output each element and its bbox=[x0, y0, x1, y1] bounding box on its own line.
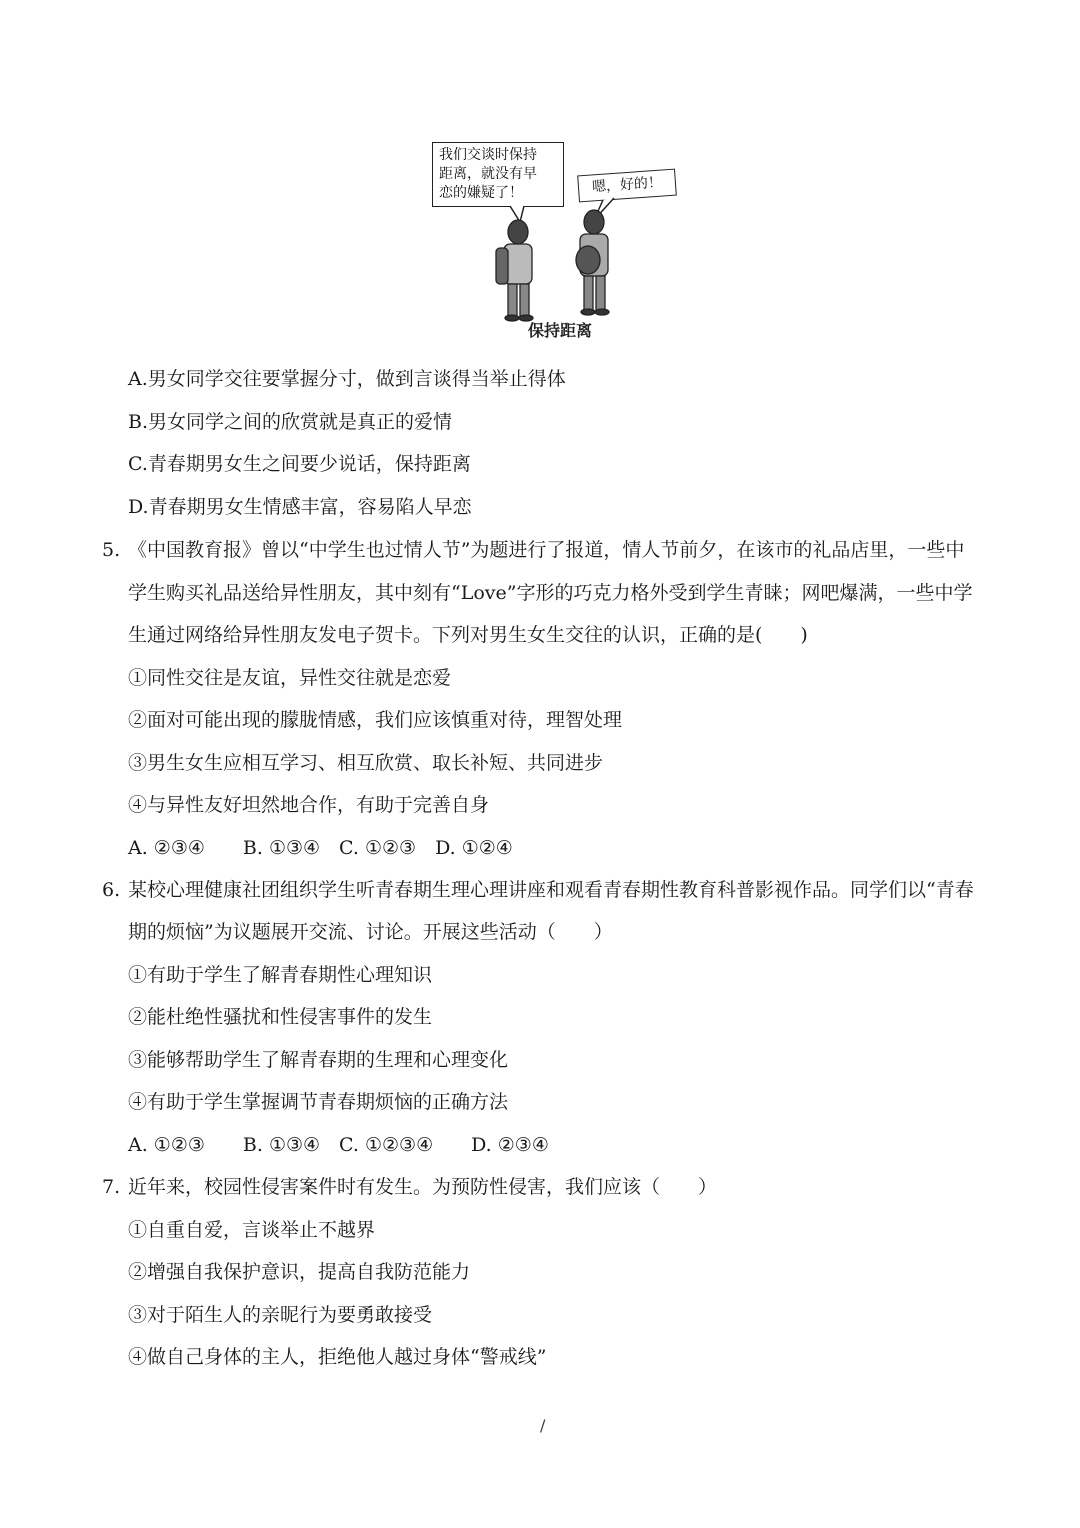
q6-statement-4: ④有助于学生掌握调节青春期烦恼的正确方法 bbox=[128, 1091, 509, 1113]
q5-choices: A. ②③④ B. ①③④ C. ①②③ D. ①②④ bbox=[128, 837, 513, 859]
q5-stem-line: 生通过网络给异性朋友发电子贺卡。下列对男生女生交往的认识，正确的是( ) bbox=[128, 624, 808, 646]
q7-statement-2: ②增强自我保护意识，提高自我防范能力 bbox=[128, 1261, 471, 1283]
bubble-line: 恋的嫌疑了！ bbox=[439, 185, 523, 201]
bubble-line: 我们交谈时保持 bbox=[439, 147, 537, 163]
page-footer: / bbox=[540, 1416, 546, 1435]
q4-option-b: B.男女同学之间的欣赏就是真正的爱情 bbox=[128, 411, 453, 433]
q5-stem-line: 学生购买礼品送给异性朋友，其中刻有“Love”字形的巧克力格外受到学生青睐；网吧爆满，一些中学 bbox=[128, 582, 973, 604]
q5-statement-4: ④与异性友好坦然地合作，有助于完善自身 bbox=[128, 794, 490, 816]
q5-statement-1: ①同性交往是友谊，异性交往就是恋爱 bbox=[128, 667, 452, 689]
q7-statement-1: ①自重自爱，言谈举止不越界 bbox=[128, 1219, 376, 1241]
q4-option-d: D.青春期男女生情感丰富，容易陷人早恋 bbox=[128, 496, 472, 518]
q6-statement-2: ②能杜绝性骚扰和性侵害事件的发生 bbox=[128, 1006, 433, 1028]
bubble-line: 距离，就没有早 bbox=[439, 166, 537, 182]
q7-number: 7. bbox=[102, 1176, 121, 1198]
q6-statement-1: ①有助于学生了解青春期性心理知识 bbox=[128, 964, 433, 986]
q6-stem-line: 某校心理健康社团组织学生听青春期生理心理讲座和观看青春期性教育科普影视作品。同学们以“青春 bbox=[128, 879, 974, 901]
q4-option-c: C.青春期男女生之间要少说话，保持距离 bbox=[128, 453, 471, 475]
q5-stem-line: 《中国教育报》曾以“中学生也过情人节”为题进行了报道，情人节前夕，在该市的礼品店里，一些中 bbox=[128, 539, 965, 561]
q5-number: 5. bbox=[102, 539, 121, 561]
speech-bubble-girl: 嗯，好的！ bbox=[577, 169, 677, 203]
q5-statement-2: ②面对可能出现的朦胧情感，我们应该慎重对待，理智处理 bbox=[128, 709, 623, 731]
q6-stem-line: 期的烦恼”为议题展开交流、讨论。开展这些活动（ ） bbox=[128, 921, 613, 943]
girl-figure bbox=[576, 210, 609, 315]
q7-statement-3: ③对于陌生人的亲昵行为要勇敢接受 bbox=[128, 1304, 433, 1326]
q6-statement-3: ③能够帮助学生了解青春期的生理和心理变化 bbox=[128, 1049, 509, 1071]
q5-statement-3: ③男生女生应相互学习、相互欣赏、取长补短、共同进步 bbox=[128, 752, 604, 774]
q4-option-a: A.男女同学交往要掌握分寸，做到言谈得当举止得体 bbox=[128, 368, 566, 390]
cartoon-illustration bbox=[428, 136, 708, 344]
q6-choices: A. ①②③ B. ①③④ C. ①②③④ D. ②③④ bbox=[128, 1134, 549, 1156]
q7-statement-4: ④做自己身体的主人，拒绝他人越过身体“警戒线” bbox=[128, 1346, 547, 1368]
boy-figure bbox=[496, 220, 533, 321]
q6-number: 6. bbox=[102, 879, 121, 901]
figure-caption: 保持距离 bbox=[528, 321, 593, 340]
q7-stem-line: 近年来，校园性侵害案件时有发生。为预防性侵害，我们应该（ ） bbox=[128, 1176, 718, 1198]
students-drawing bbox=[428, 136, 708, 344]
